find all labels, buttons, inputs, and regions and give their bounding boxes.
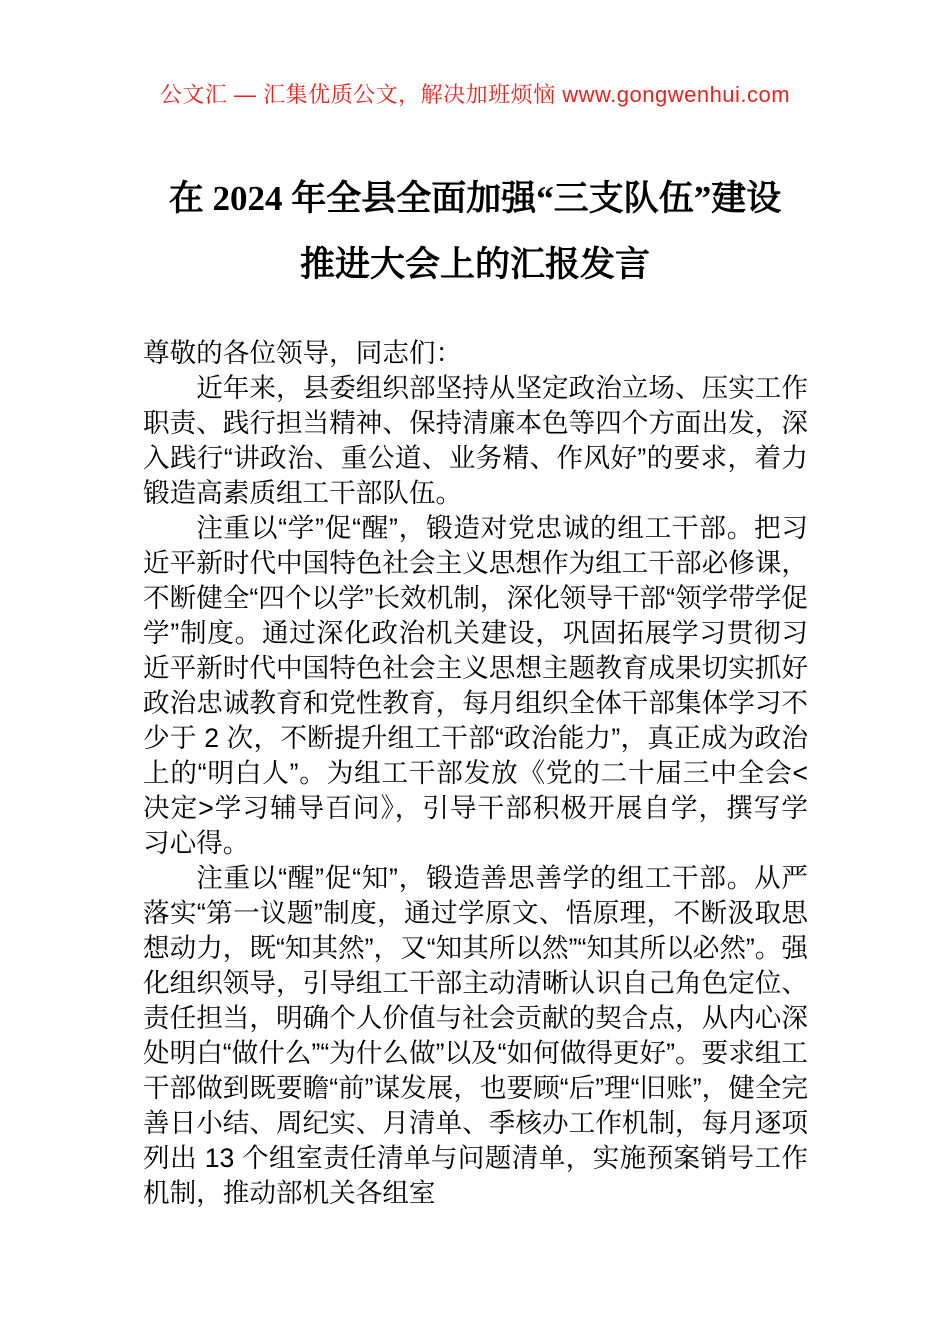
document-body — [0, 336, 950, 1211]
title-line-1: 在 2024 年全县全面加强“三支队伍”建设 — [168, 179, 782, 218]
body-paragraph-2: 近年来，县委组织部坚持从坚定政治立场、压实工作职责、践行担当精神、保持清廉本色等四个方面出发，深入践行“讲政治、重公道、业务精、作风好”的要求，着力锻造高素质组工干部队伍。 — [143, 373, 808, 508]
body-paragraph-1: 尊敬的各位领导，同志们： — [143, 338, 463, 368]
body-paragraph-4: 注重以“醒”促“知”，锻造善思善学的组工干部。从严落实“第一议题”制度，通过学原文、悟原理，不断汲取思想动力，既“知其然”，又“知其所以然”“知其所以必然”。强化组织领导，引导组工干部主动清晰认识自己角色定位、责任担当，明确个人价值与社会贡献的契合点，从内心深处明白“做什么”“为什么做”以及“如何做得更好”。要求组工干部做到既要瞻“前”谋发展，也要顾“后”理“旧账”，健全完善日小结、周纪实、月清单、季核办工作机制，每月逐项列出 13 个组室责任清单与问题清单，实施预案销号工作机制，推动部机关各组室 — [143, 863, 808, 1208]
watermark-text: 公文汇 — 汇集优质公文，解决加班烦恼 www.gongwenhui.com — [159, 82, 791, 107]
watermark-header — [0, 0, 950, 108]
title-line-2: 推进大会上的汇报发言 — [299, 245, 650, 284]
document-title — [110, 166, 840, 298]
body-paragraph-3: 注重以“学”促“醒”，锻造对党忠诚的组工干部。把习近平新时代中国特色社会主义思想作为组工干部必修课，不断健全“四个以学”长效机制，深化领导干部“领学带学促学”制度。通过深化政治机关建设，巩固拓展学习贯彻习近平新时代中国特色社会主义思想主题教育成果切实抓好政治忠诚教育和党性教育，每月组织全体干部集体学习不少于 2 次，不断提升组工干部“政治能力”，真正成为政治上的“明白人”。为组工干部发放《党的二十届三中全会<决定>学习辅导百问》，引导干部积极开展自学，撰写学习心得。 — [143, 513, 808, 858]
